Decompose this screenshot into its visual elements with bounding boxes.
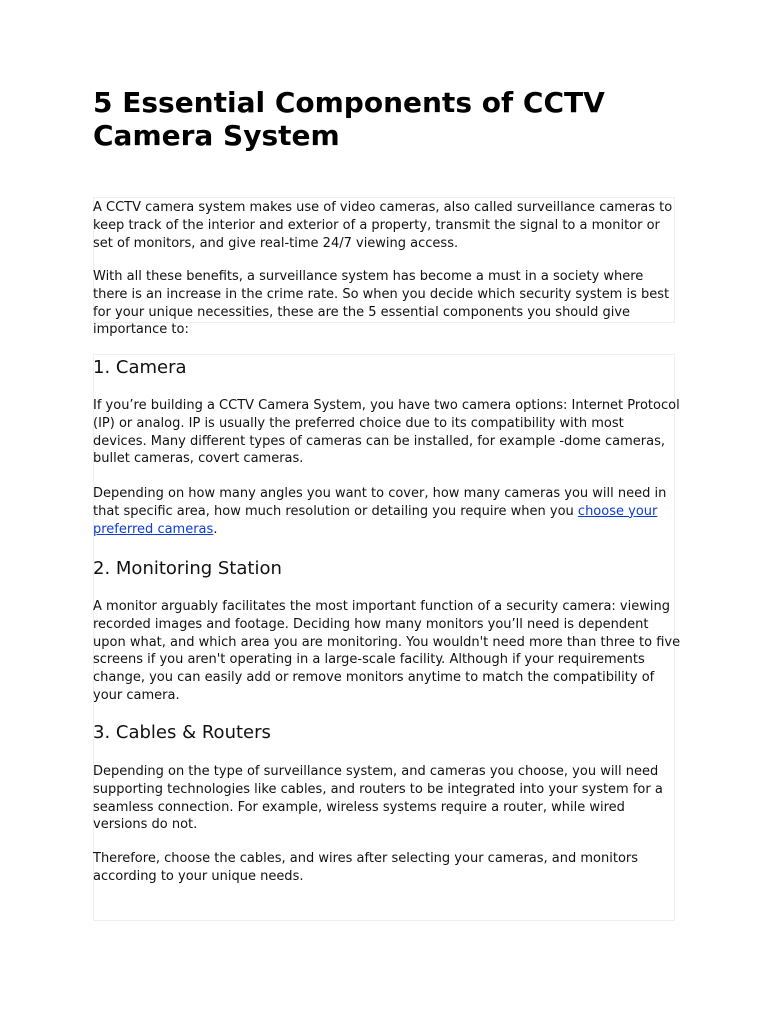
section-heading-monitoring: 2. Monitoring Station: [93, 558, 282, 579]
cables-paragraph-1: Depending on the type of surveillance system, and cameras you choose, you will need supporting technologies like cables, and routers to be integrated into your system for a seamless connection. For example, wireless systems require a router, while wired versions do not.: [93, 764, 663, 833]
camera-paragraph-2-text: Depending on how many angles you want to cover, how many cameras you will need in that specific area, how much resolution or detailing you require when you: [93, 486, 667, 519]
camera-paragraph-2: [93, 485, 681, 538]
choose-cameras-link[interactable]: choose your preferred cameras: [93, 503, 658, 537]
intro-paragraph-1: A CCTV camera system makes use of video cameras, also called surveillance cameras to keep track of the interior and exterior of a property, transmit the signal to a monitor or set of monitors, and give real-time 24/7 viewing access.: [93, 200, 673, 251]
cables-paragraph-2: Therefore, choose the cables, and wires after selecting your cameras, and monitors according to your unique needs.: [93, 851, 639, 884]
camera-paragraph-1: If you’re building a CCTV Camera System, you have two camera options: Internet Protocol (IP) or analog. IP is usually the preferred choice due to its compatibility with most devices. Many different types of cameras can be installed, for example -dome cameras, bullet cameras, covert cameras.: [93, 398, 680, 467]
page-title: 5 Essential Components of CCTV Camera System: [93, 86, 605, 152]
intro-paragraph-2: With all these benefits, a surveillance system has become a must in a society where there is an increase in the crime rate. So when you decide which security system is best for your unique necessities, these are the 5 essential components you should give importance to:: [93, 269, 670, 338]
monitoring-paragraph-1: A monitor arguably facilitates the most important function of a security camera: viewing recorded images and footage. Deciding how many monitors you’ll need is dependent upon what, and which area you are monitoring. You wouldn't need more than three to five screens if you aren't operating in a large-scale facility. Although if your requirements change, you can easily add or remove monitors anytime to match the compatibility of your camera.: [93, 599, 681, 703]
section-heading-cables: 3. Cables & Routers: [93, 722, 271, 743]
section-heading-camera: 1. Camera: [93, 357, 187, 378]
camera-paragraph-2-end: .: [213, 521, 218, 537]
